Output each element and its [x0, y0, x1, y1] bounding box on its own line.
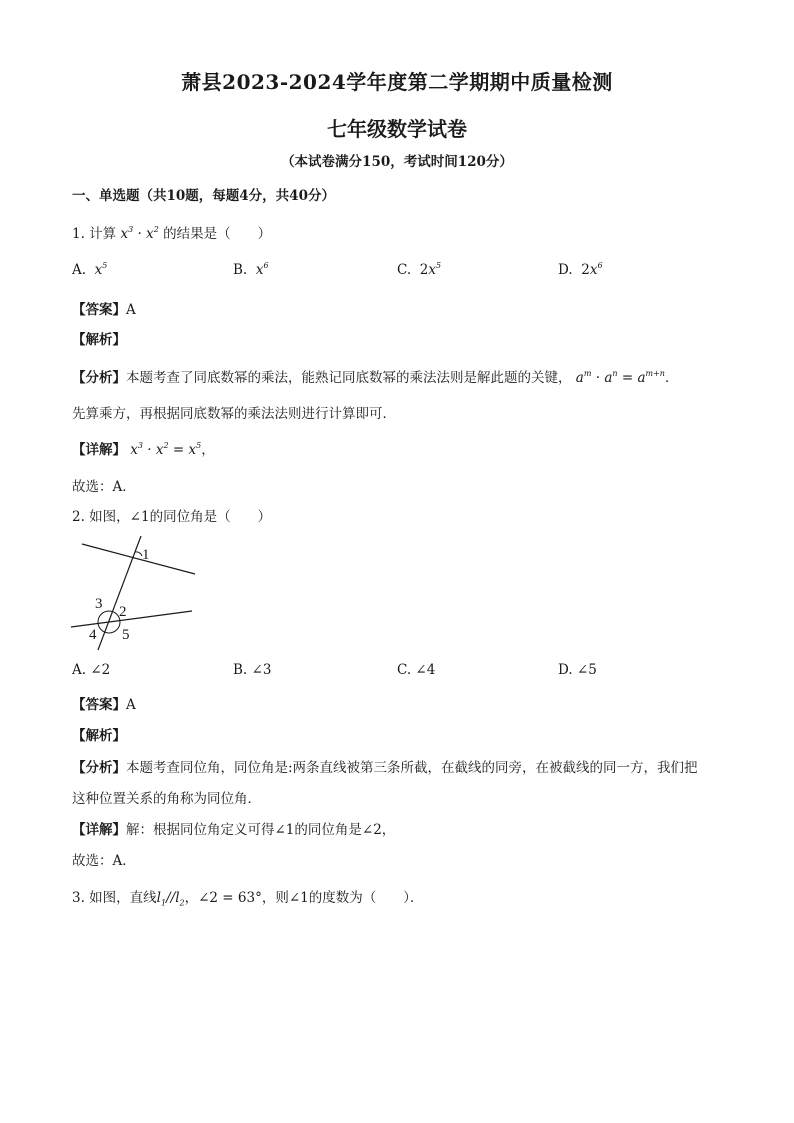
lower-line [71, 611, 192, 627]
transversal-line [98, 536, 141, 650]
q2-analysis: 【分析】本题考查同位角，同位角是:两条直线被第三条所截，在截线的同旁，在被截线的同一方，我们把 [72, 760, 698, 776]
parallel-lines-expression: $l_1//l_2$ [156, 890, 185, 908]
question-3-stem: 3. 如图，直线$l_1//l_2$，∠2 = 63°，则∠1的度数为（ ）． [72, 890, 424, 908]
q2-explain-tag: 【解析】 [72, 728, 126, 744]
q1-option-a[interactable]: A. $x^5$ [72, 261, 108, 278]
exam-note: （本试卷满分150，考试时间120分） [281, 154, 513, 170]
q1-analysis: 【分析】本题考查了同底数幂的乘法，能熟记同底数幂的乘法法则是解此题的关键， $a^m \cdot a^n = a^{m+n}$． [72, 369, 679, 386]
q1-choose: 故选：A． [72, 479, 136, 495]
q1-detail-formula: $x^3 \cdot x^2 = x^5$ [130, 441, 202, 458]
angle-figure [66, 535, 201, 655]
q1-option-d[interactable]: D. $2x^6$ [558, 261, 603, 278]
question-1-stem: 1. 计算 $x^3 \cdot x^2$ 的结果是（ ） [72, 225, 272, 242]
q2-analysis-2: 这种位置关系的角称为同位角． [72, 791, 261, 807]
angle-label-2: 2 [119, 604, 127, 620]
q1-rule-formula: $a^m \cdot a^n = a^{m+n}$ [575, 369, 665, 386]
q1-expression: $x^3 \cdot x^2$ [120, 225, 159, 242]
angle-1-arc [135, 552, 142, 556]
q2-detail: 【详解】解：根据同位角定义可得∠1的同位角是∠2， [72, 822, 396, 838]
question-2-stem: 2. 如图，∠1的同位角是（ ） [72, 509, 272, 525]
q1-explain-tag: 【解析】 [72, 332, 126, 348]
page-title: 萧县2023-2024学年度第二学期期中质量检测 [181, 70, 613, 94]
angle-label-1: 1 [142, 547, 150, 563]
q1-option-c[interactable]: C. $2x^5$ [397, 261, 442, 278]
q2-answer: 【答案】A [72, 697, 136, 713]
angle-label-3: 3 [95, 596, 103, 612]
angle-label-4: 4 [89, 627, 97, 643]
upper-line [82, 544, 195, 574]
q2-option-a[interactable]: A. ∠2 [72, 662, 111, 678]
q1-option-b[interactable]: B. $x^6$ [233, 261, 269, 278]
q1-answer: 【答案】A [72, 302, 136, 318]
section-heading: 一、单选题（共10题，每题4分，共40分） [72, 188, 335, 204]
angle-label-5: 5 [122, 627, 130, 643]
q1-analysis-2: 先算乘方，再根据同底数幂的乘法法则进行计算即可． [72, 406, 396, 422]
q2-option-d[interactable]: D. ∠5 [558, 662, 597, 678]
q1-detail: 【详解】 $x^3 \cdot x^2 = x^5$， [72, 441, 215, 458]
q2-choose: 故选：A． [72, 853, 136, 869]
q2-option-c[interactable]: C. ∠4 [397, 662, 436, 678]
q2-option-b[interactable]: B. ∠3 [233, 662, 272, 678]
page-subtitle: 七年级数学试卷 [327, 117, 467, 141]
